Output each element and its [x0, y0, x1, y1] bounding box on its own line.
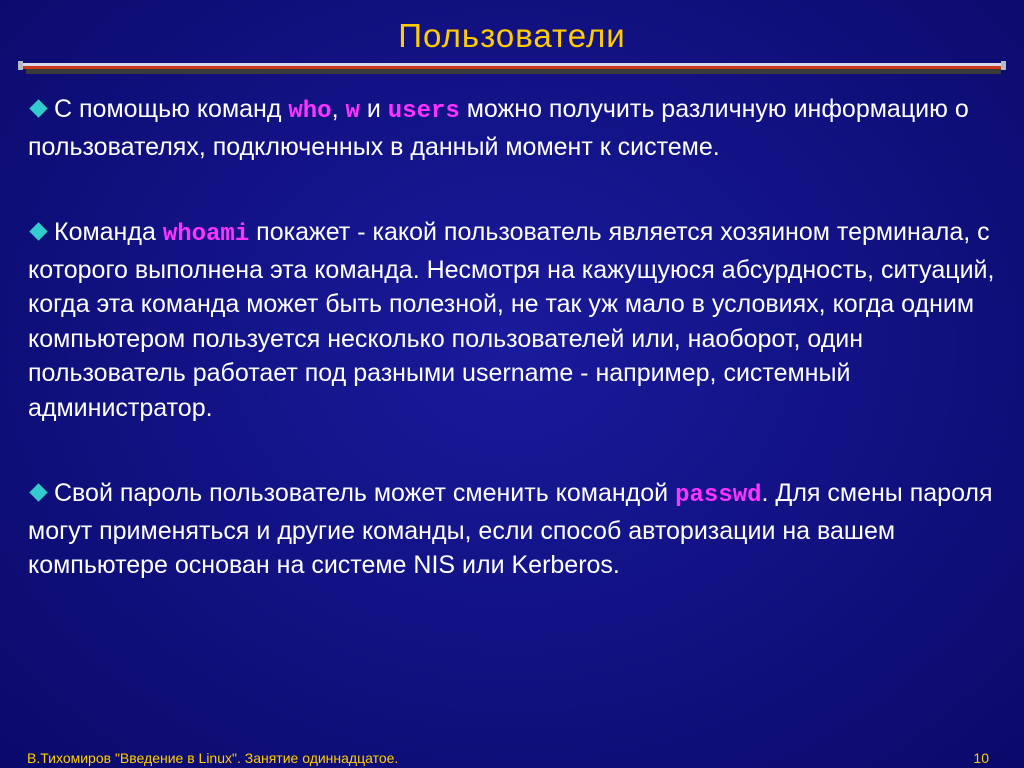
bullet-3-text-1: Свой пароль пользователь может сменить командой	[54, 479, 676, 507]
diamond-bullet-icon	[29, 484, 47, 502]
footer-credit: В.Тихомиров "Введение в Linux". Занятие одиннадцатое.	[27, 750, 399, 766]
diamond-bullet-icon	[29, 100, 47, 118]
bullet-1-text-2: ,	[331, 95, 346, 123]
diamond-bullet-icon	[29, 223, 47, 241]
bullet-paragraph-3	[28, 476, 1003, 583]
slide-title: Пользователи	[398, 17, 626, 54]
bullet-3-text-2: . Для смены пароля могут применяться и другие команды, если способ авторизации на вашем компьютере основан на системе NIS или Kerberos.	[28, 479, 993, 579]
bullet-1-text-1: С помощью команд	[54, 95, 289, 123]
bullet-2-text-2: покажет - какой пользователь является хозяином терминала, с которого выполнена эта команда. Несмотря на кажущуюся абсурдность, ситуаций, когда эта команда может быть полезной, не так уж мало в условиях, когда одним компьютером пользуется несколько пользователей или, наоборот, один пользователь работает под разными username - например, системный администратор.	[28, 218, 995, 422]
title-divider-cap-right	[1001, 61, 1006, 70]
bullet-1-text-3: и	[359, 95, 388, 123]
command-users: users	[387, 98, 460, 125]
title-divider-shadow	[26, 69, 1001, 74]
command-passwd: passwd	[675, 482, 762, 509]
bullet-1-text-4: можно получить различную информацию о пользователях, подключенных в данный момент к системе.	[28, 95, 969, 161]
slide-body	[28, 92, 1003, 634]
bullet-paragraph-2	[28, 215, 1003, 425]
page-number: 10	[973, 750, 989, 766]
bullet-paragraph-1	[28, 92, 1003, 164]
bullet-2-text-1: Команда	[54, 218, 163, 246]
title-divider-cap-left	[18, 61, 23, 70]
command-whoami: whoami	[162, 221, 250, 248]
command-who: who	[288, 98, 332, 125]
command-w: w	[345, 98, 360, 125]
